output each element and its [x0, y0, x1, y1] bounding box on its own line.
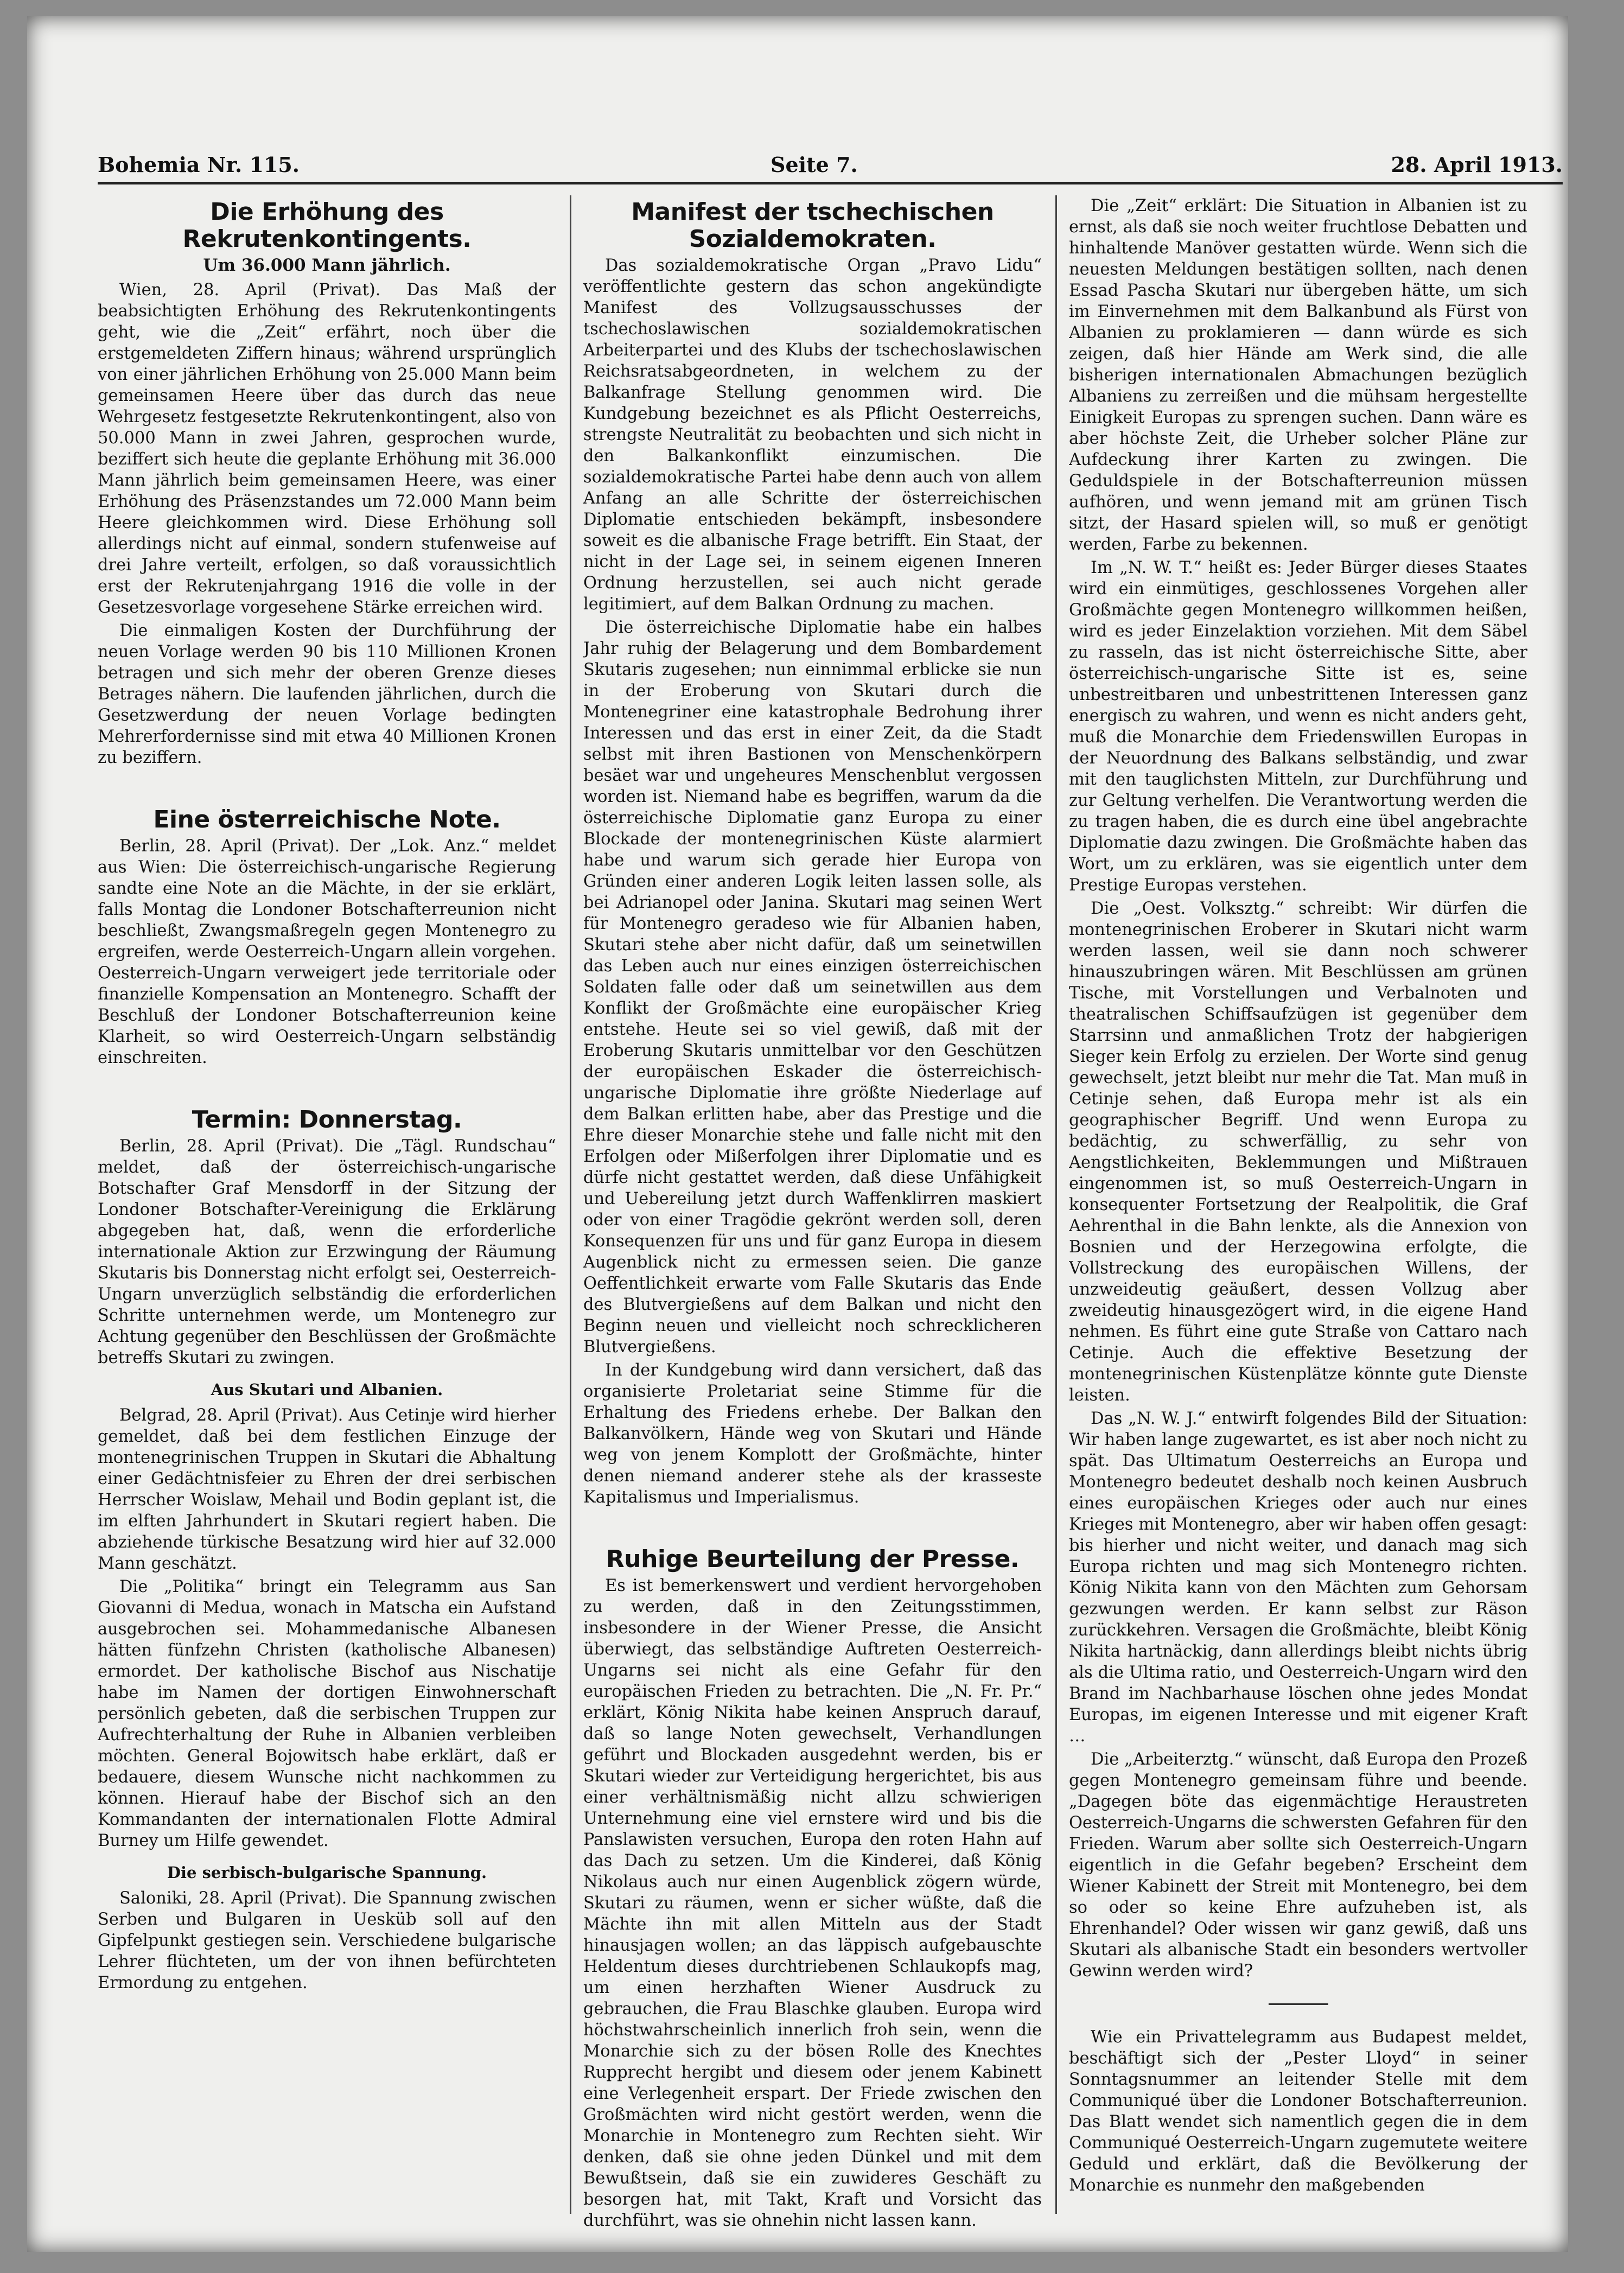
section-divider: [1269, 2003, 1328, 2005]
article-paragraph: Die einmaligen Kosten der Durchführung der neuen Vorlage werden 90 bis 110 Millionen Kronen betragen und sich mehr der oberen Grenze dieses Betrages nähern. Die laufenden jährlichen, durch die Gesetzwerdung der neuen Vorlage bedingten Mehrerfordernisse sind mit etwa 40 Millionen Kronen zu beziffern.: [98, 621, 556, 767]
article-paragraph: Das sozialdemokratische Organ „Pravo Lidu“ veröffentlichte gestern das schon angekündigte Manifest des Vollzugsausschusses der tschechoslawischen sozialdemokratischen Arbeiterpartei und des Klubs der tschechoslawischen Reichsratsabgeordneten, in welchem zu der Balkanfrage Stellung genommen wird. Die Kundgebung bezeichnet es als Pflicht Oesterreichs, strengste Neutralität zu beobachten und sich nicht in den Balkankonflikt einzumischen. Die sozialdemokratische Partei habe denn auch von allem Anfang an alle Schritte der österreichischen Diplomatie entschieden bekämpft, insbesondere soweit es die albanische Frage betrifft. Ein Staat, der nicht in der Lage sei, in seinem eigenen Inneren Ordnung herzustellen, sei auch nicht gerade legitimiert, auf dem Balkan Ordnung zu machen.: [583, 256, 1042, 614]
page-number: Seite 7.: [770, 152, 858, 177]
article-paragraph: Berlin, 28. April (Privat). Der „Lok. Anz.“ meldet aus Wien: Die österreichisch-ungarische Regierung sandte eine Note an die Mächte, in der sie erklärt, falls Montag die Londoner Botschafterreunion nicht beschließt, Zwangsmaßregeln gegen Montenegro zu ergreifen, werde Oesterreich-Ungarn allein vorgehen. Oesterreich-Ungarn verweigert jede territoriale oder finanzielle Kompensation an Montenegro. Schafft der Beschluß der Londoner Botschafterreunion keine Klarheit, so wird Oesterreich-Ungarn selbständig einschreiten.: [98, 837, 556, 1067]
article-paragraph: Die „Zeit“ erklärt: Die Situation in Albanien ist zu ernst, als daß sie noch weiter fruchtlose Debatten und hinhaltende Manöver gestatten würde. Wenn sich die neuesten Meldungen bestätigen sollten, nach denen Essad Pascha Skutari nur übergeben hätte, um sich im Einvernehmen mit dem Balkanbund als Fürst von Albanien zu proklamieren — dann würde es sich zeigen, daß hier Hände am Werk sind, die alle bisherigen internationalen Abmachungen bezüglich Albaniens zu zerreißen und die mühsam hergestellte Einigkeit Europas zu sprengen suchen. Dann wäre es aber höchste Zeit, die Urheber solcher Pläne zur Aufdeckung ihrer Karten zu zwingen. Die Geduldspiele in der Botschafterreunion müssen aufhören, und wenn jemand mit am grünen Tisch sitzt, der Hasard spielen will, so muß er genötigt werden, Farbe zu bekennen.: [1069, 196, 1527, 554]
article-title-rekrutenkontingent: Die Erhöhung des Rekrutenkontingents.: [182, 198, 472, 253]
article-paragraph: Die „Arbeiterztg.“ wünscht, daß Europa den Prozeß gegen Montenegro gemeinsam führe und beende. „Dagegen böte das eigenmächtige Heraustreten Oesterreich-Ungarns die schwersten Gefahren für den Frieden. Warum aber sollte sich Oesterreich-Ungarn eigentlich in die Gefahr begeben? Erscheint dem Wiener Kabinett der Streit mit Montenegro, bei dem so oder so keine Ehre aufzuheben ist, als Ehrenhandel? Oder wissen wir ganz gewiß, daß uns Skutari als albanische Stadt ein besonders wertvoller Gewinn werden wird?: [1069, 1750, 1527, 1981]
article-paragraph: Wien, 28. April (Privat). Das Maß der beabsichtigten Erhöhung des Rekrutenkontingents geht, wie die „Zeit“ erfährt, noch über die erstgemeldeten Ziffern hinaus; während ursprünglich von einer jährlichen Erhöhung von 25.000 Mann beim gemeinsamen Heere über das durch das neue Wehrgesetz festgesetzte Rekrutenkontingent, also von 50.000 Mann in zwei Jahren, gesprochen wurde, beziffert sich heute die geplante Erhöhung mit 36.000 Mann jährlich beim gemeinsamen Heere, was einer Erhöhung des Präsenzstandes um 72.000 Mann beim Heere gleichkommen wird. Diese Erhöhung soll allerdings nicht auf einmal, sondern stufenweise auf drei Jahre verteilt, erfolgen, so daß voraussichtlich erst der Rekrutenjahrgang 1916 die volle in der Gesetzesvorlage vorgesehene Stärke erreichen wird.: [98, 281, 556, 617]
article-paragraph: Das „N. W. J.“ entwirft folgendes Bild der Situation: Wir haben lange zugewartet, es ist aber noch nicht zu spät. Das Ultimatum Oesterreichs an Europa und Montenegro bedeutet deshalb noch keinen Ausbruch eines europäischen Krieges oder auch nur eines Krieges mit Montenegro, aber wir haben offen gesagt: bis hierher und nicht weiter, und danach mag sich Europa richten und mag sich Montenegro richten. König Nikita kann von den Mächten zum Gehorsam gezwungen werden. Er kann selbst zur Räson zurückkehren. Versagen die Großmächte, bleibt König Nikita hartnäckig, dann allerdings bleibt nichts übrig als die Ultima ratio, und Oesterreich-Ungarn wird den Brand im Nachbarhause löschen ohne jedes Mondat Europas, im eigenen Interesse und mit eigener Kraft …: [1069, 1409, 1527, 1746]
spacer: [98, 771, 556, 803]
page-header: [98, 149, 1563, 184]
column-1: [98, 195, 556, 2236]
column-rule-1: [570, 195, 571, 2214]
article-title-skutari: Aus Skutari und Albanien.: [211, 1380, 443, 1399]
newspaper-name: Bohemia Nr. 115.: [98, 152, 300, 177]
newspaper-page: [27, 16, 1568, 2252]
article-title-presse: Ruhige Beurteilung der Presse.: [606, 1545, 1020, 1573]
article-paragraph: Im „N. W. T.“ heißt es: Jeder Bürger dieses Staates wird ein einmütiges, geschlossenes Vorgehen aller Großmächte gegen Montenegro willkommen heißen, wird es jeder Einzelaktion vorziehen. Mit dem Säbel zu rasseln, das ist nicht österreichische Sitte, aber österreichisch-ungarische Sitte ist es, seine unbestreitbaren und unbestrittenen Interessen ganz energisch zu wahren, und wenn es nicht anders geht, muß die Monarchie dem Friedenswillen Europas in der Neuordnung des Balkans selbständig, und zwar mit den tauglichsten Mitteln, zur Durchführung und zur Geltung verhelfen. Die Verantwortung werden die zu tragen haben, die es durch eine übel angebrachte Diplomatie dazu zwingen. Die Großmächte haben das Wort, um zu erklären, was sie eigentlich unter dem Prestige Europas verstehen.: [1069, 558, 1527, 895]
article-paragraph: Die „Politika“ bringt ein Telegramm aus San Giovanni di Medua, wonach in Matscha ein Aufstand ausgebrochen sei. Mohammedanische Albanesen hätten fünfzehn Christen (katholische Albanesen) ermordet. Der katholische Bischof aus Nischatije habe im Namen der dortigen Einwohnerschaft persönlich gebeten, daß die serbischen Truppen zur Aufrechterhaltung der Ruhe in Albanien verbleiben möchten. General Bojowitsch habe erklärt, daß er bedauere, diesem Wunsche nicht nachkommen zu können. Hierauf habe der Bischof sich an den Kommandanten der internationalen Flotte Admiral Burney um Hilfe gewendet.: [98, 1577, 556, 1850]
column-2: [583, 195, 1042, 2236]
column-3: [1069, 195, 1527, 2236]
article-paragraph: Belgrad, 28. April (Privat). Aus Cetinje wird hierher gemeldet, daß bei dem festlichen Einzuge der montenegrinischen Truppen in Skutari die Abhaltung einer Gedächtnisfeier zu Ehren der drei serbischen Herrscher Woislaw, Mehail und Bodin geplant ist, die im elften Jahrhundert in Skutari regiert haben. Die abziehende türkische Besatzung wird hier auf 32.000 Mann geschätzt.: [98, 1406, 556, 1573]
article-paragraph: Die „Oest. Volksztg.“ schreibt: Wir dürfen die montenegrinischen Eroberer in Skutari nicht warm werden lassen, weil sie dann noch schwerer hinauszubringen wären. Mit Beschlüssen am grünen Tische, mit Vorstellungen und Verbalnoten und theatralischen Schiffsaufzügen ist gegenüber dem Starrsinn und anmaßlichen Trotz der habgierigen Sieger kein Erfolg zu erzielen. Der Worte sind genug gewechselt, jetzt bleibt nur mehr die Tat. Man muß in Cetinje sehen, daß Europa mehr ist als ein geographischer Begriff. Und wenn Europa zu bedächtig, zu schwerfällig, zu sehr von Aengstlichkeiten, Beklemmungen und Mißtrauen eingenommen ist, so muß Oesterreich-Ungarn in konsequenter Fortsetzung der Realpolitik, die Graf Aehrenthal in die Bahn lenkte, als die Annexion von Bosnien und der Herzegowina erfolgte, die Vollstreckung des europäischen Willens, der unzweideutig geäußert, dessen Vollzug aber zweideutig hinausgezögert wird, in die eigene Hand nehmen. Es führt eine gute Straße von Cattaro nach Cetinje. Auch die effektive Besetzung der montenegrinischen Küstenplätze könnte gute Dienste leisten.: [1069, 899, 1527, 1405]
column-rule-2: [1055, 195, 1057, 2214]
issue-date: 28. April 1913.: [1391, 152, 1563, 177]
article-subtitle-rekrutenkontingent: Um 36.000 Mann jährlich.: [203, 256, 451, 275]
article-paragraph: Es ist bemerkenswert und verdient hervorgehoben zu werden, daß in den Zeitungsstimmen, insbesondere in der Wiener Presse, die Ansicht überwiegt, das selbständige Auftreten Oesterreich-Ungarns sei nicht als eine Gefahr für den europäischen Frieden zu betrachten. Die „N. Fr. Pr.“ erklärt, König Nikita habe keinen Anspruch darauf, daß so lange Noten gewechselt, Verhandlungen geführt und Blockaden ausgedehnt werden, bis er Skutari wieder zur Verteidigung hergerichtet, bis aus einer verhältnismäßig nicht allzu schwierigen Unternehmung eine viel ernstere wird und bis die Panslawisten versuchen, Europa den roten Hahn auf das Dach zu setzen. Um die Kinderei, daß König Nikolaus auch nur einen Augenblick zögern würde, Skutari zu räumen, wenn er sicher wüßte, daß die Mächte ihn mit allen Mitteln aus der Stadt hinausjagen wollen; an das läppisch aufgebauschte Heldentum dieses durchtriebenen Schlaukopfs mag, um einen herzhaften Wiener Ausdruck zu gebrauchen, die Frau Blaschke glauben. Europa wird höchstwahrscheinlich innerlich froh sein, wenn die Monarchie sich zu der bösen Rolle des Knechtes Rupprecht hergibt und diesem oder jenem Kabinett eine Verlegenheit erspart. Der Friede zwischen den Großmächten wird nicht gestört werden, wenn die Monarchie in Montenegro zum Rechten sieht. Wir denken, daß sie ohne jeden Dünkel und mit dem Bewußtsein, daß sie ein zuwideres Geschäft zu besorgen hat, mit Takt, Kraft und Vorsicht das durchführt, was sie ohnehin nicht lassen kann.: [583, 1576, 1042, 2230]
article-paragraph: Die österreichische Diplomatie habe ein halbes Jahr ruhig der Belagerung und dem Bombardement Skutaris zugesehen; nun einnimmal erblicke sie nun in der Eroberung von Skutari durch die Montenegriner eine katastrophale Bedrohung ihrer Interessen und das erst in einer Zeit, da die Stadt selbst mit ihren Bastionen von Menschenkörpern besäet war und ungeheures Menschenblut vergossen worden ist. Niemand habe es begriffen, warum da die österreichische Diplomatie ganz Europa zu einer Blockade der montenegrinischen Küste alarmiert habe und warum sich gerade hier Europa von Gründen einer anderen Logik leiten lassen solle, als bei Adrianopel oder Janina. Skutari mag seinen Wert für Montenegro geradeso wie für Albanien haben, Skutari stehe aber nicht dafür, daß um seinetwillen das Leben auch nur eines einzigen österreichischen Soldaten falle oder daß um seinetwillen aus dem Konflikt der Großmächte eine europäischer Krieg entstehe. Heute sei so viel gewiß, daß mit der Eroberung Skutaris unmittelbar vor den Geschützen der europäischen Eskader die österreichisch-ungarische Diplomatie ihre größte Niederlage auf dem Balkan erlitten habe, aber das Prestige und die Ehre dieser Monarchie stehe und falle nicht mit den Erfolgen oder Mißerfolgen ihrer Diplomatie und es dürfe nicht gestattet werden, daß diese Unfähigkeit und Uebereilung jetzt durch Waffenklirren maskiert oder von einer Tragödie gekrönt werden soll, deren Konsequenzen für uns und für ganz Europa in diesem Augenblick nicht zu ermessen seien. Die ganze Oeffentlichkeit erwarte vom Falle Skutaris das Ende des Blutvergießens auf dem Balkan und nicht den Beginn neuen und vielleicht noch schrecklicheren Blutvergießens.: [583, 618, 1042, 1357]
article-paragraph: In der Kundgebung wird dann versichert, daß das organisierte Proletariat seine Stimme für die Erhaltung des Friedens erhebe. Der Balkan den Balkanvölkern, Hände weg von Skutari und Hände weg von jenem Komplott der Großmächte, hinter denen niemand anderer stehe als der krasseste Kapitalismus und Imperialismus.: [583, 1361, 1042, 1507]
spacer: [583, 1510, 1042, 1543]
article-title-note: Eine österreichische Note.: [153, 806, 501, 833]
article-title-termin: Termin: Donnerstag.: [192, 1106, 462, 1134]
article-title-spannung: Die serbisch-bulgarische Spannung.: [167, 1863, 487, 1882]
article-paragraph: Wie ein Privattelegramm aus Budapest meldet, beschäftigt sich der „Pester Lloyd“ in seiner Sonntagsnummer an leitender Stelle mit dem Communiqué über die Londoner Botschafterreunion. Das Blatt wendet sich namentlich gegen die in dem Communiqué Oesterreich-Ungarn zugemutete weitere Geduld und erklärt, daß die Bevölkerung der Monarchie es nunmehr den maßgebenden: [1069, 2028, 1527, 2195]
spacer: [98, 1071, 556, 1103]
article-paragraph: Saloniki, 28. April (Privat). Die Spannung zwischen Serben und Bulgaren in Uesküb soll auf den Gipfelpunkt gestiegen sein. Verschiedene bulgarische Lehrer flüchteten, um der von ihnen befürchteten Ermordung zu entgehen.: [98, 1889, 556, 1992]
article-paragraph: Berlin, 28. April (Privat). Die „Tägl. Rundschau“ meldet, daß der österreichisch-ungarische Botschafter Graf Mensdorff in der Sitzung der Londoner Botschafter-Vereinigung die Erklärung abgegeben hat, daß, wenn die erforderliche internationale Aktion zur Erzwingung der Räumung Skutaris bis Donnerstag nicht erfolgt sei, Oesterreich-Ungarn unverzüglich selbständig die erforderlichen Schritte unternehmen werde, um Montenegro zur Achtung gegenüber den Beschlüssen der Großmächte betreffs Skutari zu zwingen.: [98, 1137, 556, 1367]
article-title-manifest: Manifest der tschechischen Sozialdemokraten.: [631, 198, 994, 253]
